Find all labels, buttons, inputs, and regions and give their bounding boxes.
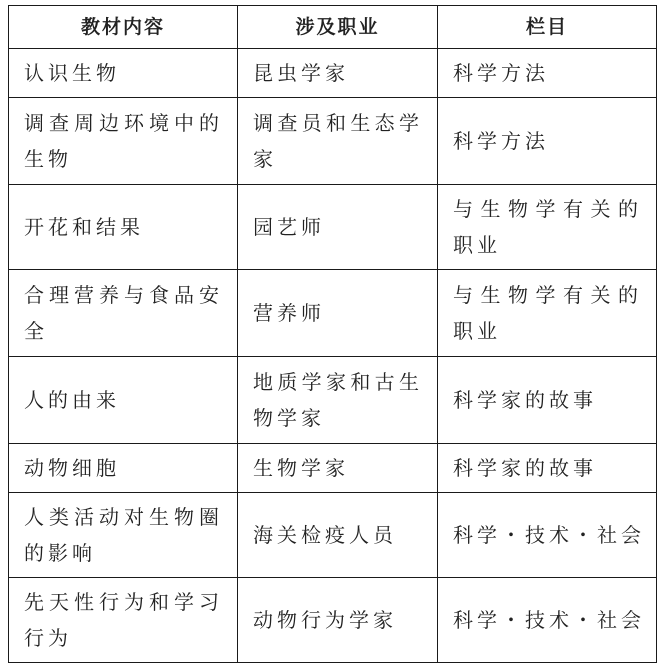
- table-container: [8, 5, 657, 663]
- cell-content: 先天性行为和学习行为: [9, 578, 238, 663]
- table-row: [9, 493, 657, 578]
- cell-content: 调查周边环境中的生物: [9, 98, 238, 185]
- cell-content: 人的由来: [9, 357, 238, 444]
- table-row: [9, 444, 657, 493]
- table-row: [9, 270, 657, 357]
- cell-career: 海关检疫人员: [238, 493, 438, 578]
- cell-column: 科学・技术・社会: [438, 493, 657, 578]
- cell-career: 地质学家和古生物学家: [238, 357, 438, 444]
- cell-content: 开花和结果: [9, 185, 238, 270]
- table-row: [9, 357, 657, 444]
- cell-content: 认识生物: [9, 49, 238, 98]
- cell-career: 昆虫学家: [238, 49, 438, 98]
- table-header-row: [9, 6, 657, 49]
- table-row: [9, 49, 657, 98]
- cell-column: 科学家的故事: [438, 444, 657, 493]
- table-row: [9, 578, 657, 663]
- cell-career: 生物学家: [238, 444, 438, 493]
- cell-column: 与生物学有关的职业: [438, 270, 657, 357]
- cell-career: 园艺师: [238, 185, 438, 270]
- cell-content: 合理营养与食品安全: [9, 270, 238, 357]
- cell-column: 科学・技术・社会: [438, 578, 657, 663]
- cell-column: 科学方法: [438, 98, 657, 185]
- curriculum-careers-table: [8, 5, 657, 663]
- cell-career: 营养师: [238, 270, 438, 357]
- cell-column: 科学家的故事: [438, 357, 657, 444]
- cell-column: 与生物学有关的职业: [438, 185, 657, 270]
- header-content: 教材内容: [9, 6, 238, 49]
- table-row: [9, 185, 657, 270]
- cell-career: 调查员和生态学家: [238, 98, 438, 185]
- cell-content: 人类活动对生物圈的影响: [9, 493, 238, 578]
- header-career: 涉及职业: [238, 6, 438, 49]
- header-column: 栏目: [438, 6, 657, 49]
- cell-career: 动物行为学家: [238, 578, 438, 663]
- cell-column: 科学方法: [438, 49, 657, 98]
- cell-content: 动物细胞: [9, 444, 238, 493]
- table-row: [9, 98, 657, 185]
